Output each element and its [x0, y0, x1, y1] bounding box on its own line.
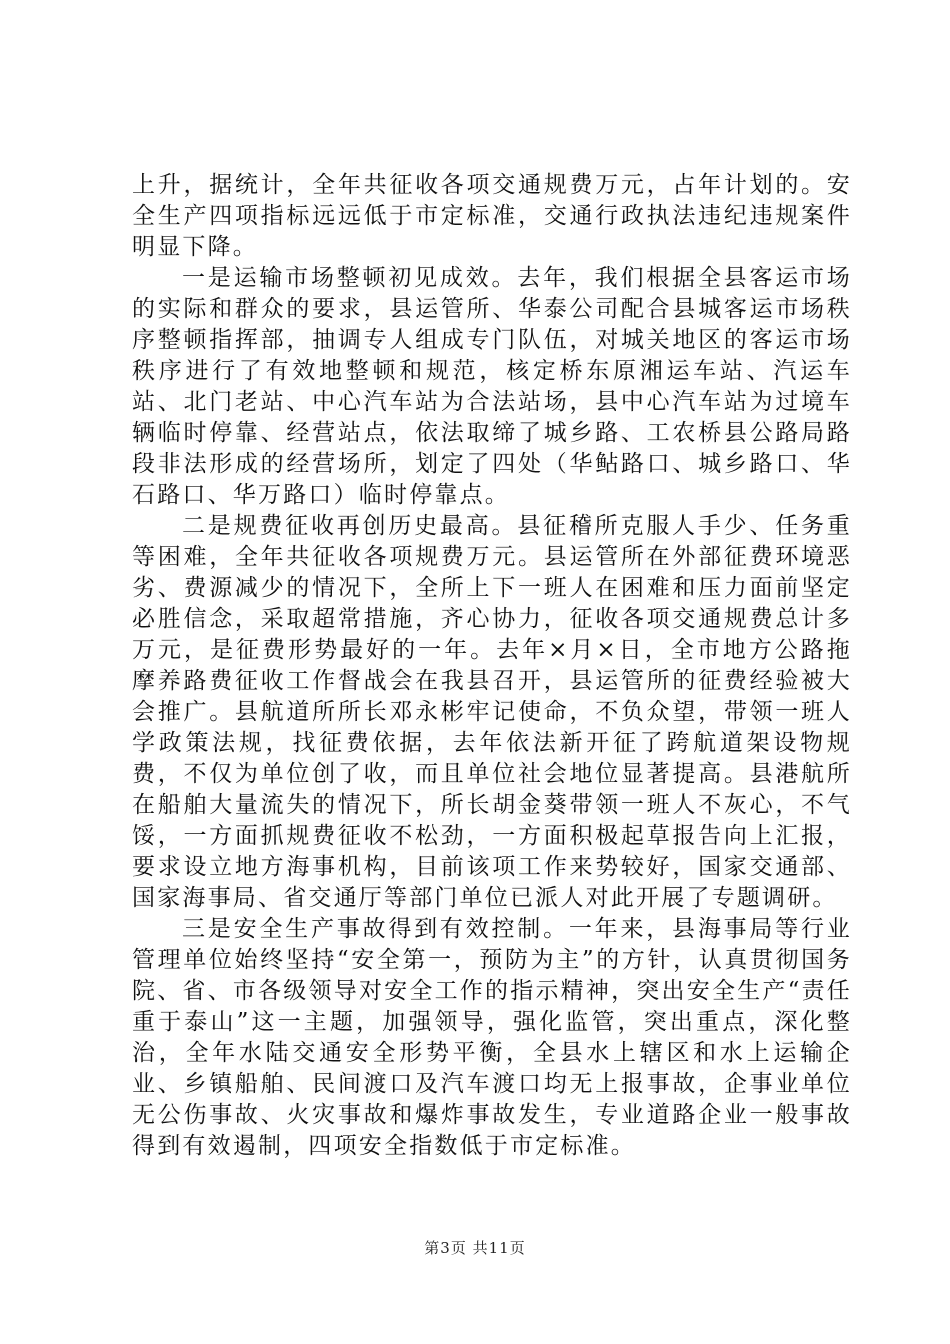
- paragraph-3: 二是规费征收再创历史最高。县征稽所克服人手少、任务重等困难，全年共征收各项规费万元。县运管所在外部征费环境恶劣、费源减少的情况下，全所上下一班人在困难和压力面前坚定必胜信念，采取超常措施，齐心协力，征收各项交通规费总计多万元，是征费形势最好的一年。去年×月×日，全市地方公路拖摩养路费征收工作督战会在我县召开，县运管所的征费经验被大会推广。县航道所所长邓永彬牢记使命，不负众望，带领一班人学政策法规，找征费依据，去年依法新开征了跨航道架设物规费，不仅为单位创了收，而且单位社会地位显著提高。县港航所在船舶大量流失的情况下，所长胡金葵带领一班人不灰心，不气馁，一方面抓规费征收不松劲，一方面积极起草报告向上汇报，要求设立地方海事机构，目前该项工作来势较好，国家交通部、国家海事局、省交通厅等部门单位已派人对此开展了专题调研。: [132, 513, 852, 911]
- page-number-footer: 第3页 共11页: [424, 1239, 526, 1257]
- paragraph-4: 三是安全生产事故得到有效控制。一年来，县海事局等行业管理单位始终坚持“安全第一，预防为主”的方针，认真贯彻国务院、省、市各级领导对安全工作的指示精神，突出安全生产“责任重于泰山”这一主题，加强领导，强化监管，突出重点，深化整治，全年水陆交通安全形势平衡，全县水上辖区和水上运输企业、乡镇船舶、民间渡口及汽车渡口均无上报事故，企事业单位无公伤事故、火灾事故和爆炸事故发生，专业道路企业一般事故得到有效遏制，四项安全指数低于市定标准。: [132, 916, 852, 1159]
- paragraph-2: 一是运输市场整顿初见成效。去年，我们根据全县客运市场的实际和群众的要求，县运管所、华泰公司配合县城客运市场秩序整顿指挥部，抽调专人组成专门队伍，对城关地区的客运市场秩序进行了有效地整顿和规范，核定桥东原湘运车站、汽运车站、北门老站、中心汽车站为合法站场，县中心汽车站为过境车辆临时停靠、经营站点，依法取缔了城乡路、工农桥县公路局路段非法形成的经营场所，划定了四处（华鲇路口、城乡路口、华石路口、华万路口）临时停靠点。: [132, 265, 852, 508]
- document-body: [132, 170, 852, 1162]
- paragraph-1: 上升，据统计，全年共征收各项交通规费万元，占年计划的。安全生产四项指标远远低于市定标准，交通行政执法违纪违规案件明显下降。: [132, 172, 852, 260]
